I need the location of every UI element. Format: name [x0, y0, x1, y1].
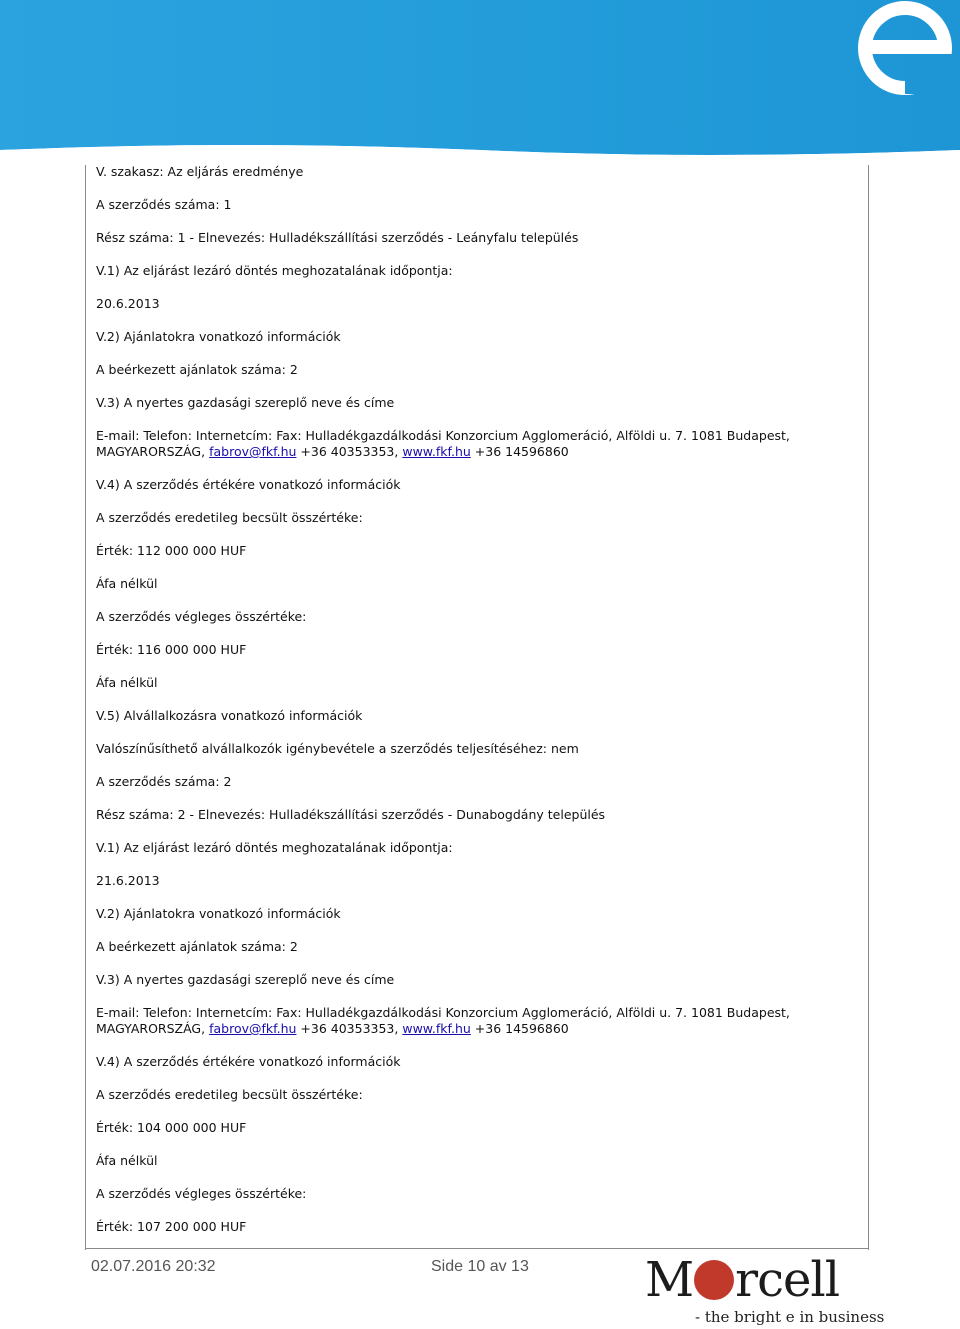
logo-e-icon	[694, 1260, 734, 1300]
lot-title: Rész száma: 1 - Elnevezés: Hulladékszállítási szerződés - Leányfalu település	[96, 230, 579, 245]
subsection-heading: V.2) Ajánlatokra vonatkozó információk	[96, 329, 341, 344]
subsection-heading: V.4) A szerződés értékére vonatkozó információk	[96, 1054, 401, 1069]
phone-number: +36 40353353,	[296, 444, 403, 459]
value-label: A szerződés végleges összértéke:	[96, 1186, 307, 1201]
winner-address: E-mail: Telefon: Internetcím: Fax: Hulladékgazdálkodási Konzorcium Agglomeráció, Alföldi u. 7. 1081 Budapest, MAGYARORSZÁG,	[96, 428, 790, 459]
value-amount: Érték: 104 000 000 HUF	[96, 1120, 247, 1135]
subsection-heading: V.5) Alvállalkozásra vonatkozó információk	[96, 708, 363, 723]
subsection-heading: V.3) A nyertes gazdasági szereplő neve és címe	[96, 972, 395, 987]
lot-title: Rész száma: 2 - Elnevezés: Hulladékszállítási szerződés - Dunabogdány település	[96, 807, 606, 822]
print-timestamp: 02.07.2016 20:32	[91, 1258, 216, 1275]
decision-date: 20.6.2013	[96, 296, 160, 311]
subsection-heading: V.3) A nyertes gazdasági szereplő neve és címe	[96, 395, 395, 410]
fax-number: +36 14596860	[470, 444, 569, 459]
page-number: Side 10 av 13	[431, 1258, 529, 1275]
footer-divider	[85, 1248, 869, 1249]
value-label: A szerződés eredetileg becsült összértéke:	[96, 1087, 363, 1102]
subsection-heading: V.2) Ajánlatokra vonatkozó információk	[96, 906, 341, 921]
website-link[interactable]: www.fkf.hu	[402, 444, 471, 459]
decision-date: 21.6.2013	[96, 873, 160, 888]
subsection-heading: V.4) A szerződés értékére vonatkozó információk	[96, 477, 401, 492]
value-amount: Érték: 107 200 000 HUF	[96, 1219, 247, 1234]
logo-text-left: M	[645, 1252, 694, 1308]
left-border	[85, 165, 86, 1250]
email-link[interactable]: fabrov@fkf.hu	[209, 1021, 297, 1036]
vat-note: Áfa nélkül	[96, 576, 158, 591]
document-body	[85, 0, 869, 1250]
phone-number: +36 40353353,	[296, 1021, 403, 1036]
contract-number: A szerződés száma: 1	[96, 197, 232, 212]
tender-count: A beérkezett ajánlatok száma: 2	[96, 362, 298, 377]
vat-note: Áfa nélkül	[96, 1153, 158, 1168]
tender-count: A beérkezett ajánlatok száma: 2	[96, 939, 298, 954]
logo-text-right: rcell	[735, 1252, 840, 1308]
contract-number: A szerződés száma: 2	[96, 774, 232, 789]
winner-contact	[96, 428, 866, 460]
vat-note: Áfa nélkül	[96, 675, 158, 690]
subsection-heading: V.1) Az eljárást lezáró döntés meghozatalának időpontja:	[96, 840, 453, 855]
section-heading: V. szakasz: Az eljárás eredménye	[96, 164, 304, 179]
winner-contact	[96, 1005, 866, 1037]
fax-number: +36 14596860	[470, 1021, 569, 1036]
value-label: A szerződés végleges összértéke:	[96, 609, 307, 624]
value-amount: Érték: 116 000 000 HUF	[96, 642, 247, 657]
email-link[interactable]: fabrov@fkf.hu	[209, 444, 297, 459]
winner-address: E-mail: Telefon: Internetcím: Fax: Hulladékgazdálkodási Konzorcium Agglomeráció, Alföldi u. 7. 1081 Budapest, MAGYARORSZÁG,	[96, 1005, 790, 1036]
website-link[interactable]: www.fkf.hu	[402, 1021, 471, 1036]
page-footer	[85, 1248, 885, 1329]
logo-tagline: - the bright e in business	[695, 1308, 885, 1326]
subcontractor-info: Valószínűsíthető alvállalkozók igénybevétele a szerződés teljesítéséhez: nem	[96, 741, 579, 756]
subsection-heading: V.1) Az eljárást lezáró döntés meghozatalának időpontja:	[96, 263, 453, 278]
logo-wordmark	[645, 1254, 839, 1306]
value-label: A szerződés eredetileg becsült összértéke:	[96, 510, 363, 525]
value-amount: Érték: 112 000 000 HUF	[96, 543, 247, 558]
company-logo	[645, 1252, 885, 1329]
right-border	[868, 165, 869, 1250]
